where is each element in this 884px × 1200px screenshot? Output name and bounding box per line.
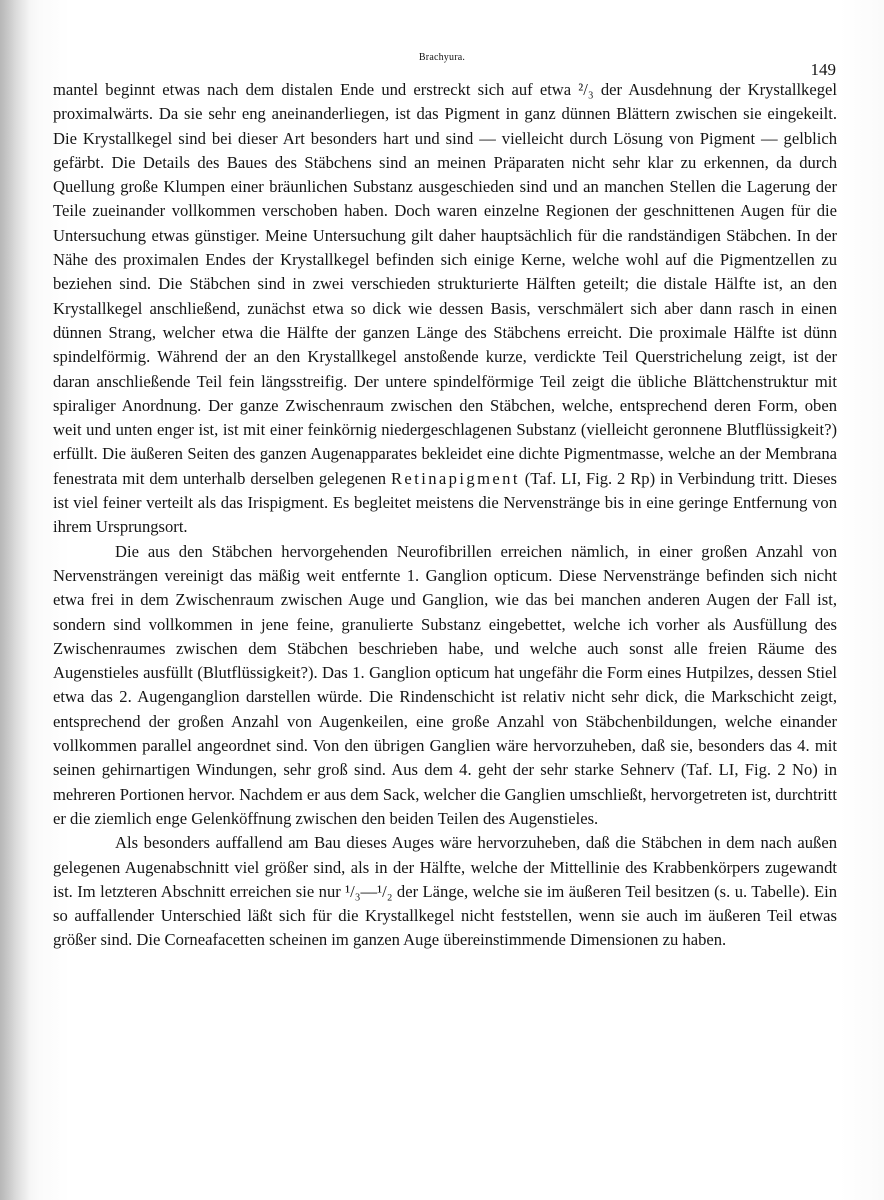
paragraph-3: Als besonders auffallend am Bau dieses Auges wäre hervorzuheben, daß die Stäbchen in dem nach außen gelegenen Augenabschnitt viel größer sind, als in der Hälfte, welche der Mittellinie des Krabbenkörpers zugewandt ist. Im letzteren Abschnitt erreichen sie nur ¹/₃—¹/₂ der Länge, welche sie im äußeren Teil besitzen (s. u. Tabelle). Ein so auffallender Unterschied läßt sich für die Krystallkegel nicht feststellen, wenn sie auch im äußeren Teil etwas größer sind. Die Corneafacetten scheinen im ganzen Auge übereinstimmende Dimensionen zu haben. bbox=[53, 833, 837, 950]
paragraph-1 bbox=[53, 78, 837, 540]
binding-gutter-shadow bbox=[0, 0, 30, 1200]
page-number: 149 bbox=[810, 60, 836, 79]
paragraph-1-part-b: (Taf. LI, Fig. 2 Rp) in Verbindung tritt. Dieses ist viel feiner verteilt als das Irispigment. Es begleitet meistens die Nervenstränge bis in eine geringe Entfernung von ihrem Ursprungsort. bbox=[53, 468, 837, 537]
paragraph-1-part-a: mantel beginnt etwas nach dem distalen Ende und erstreckt sich auf etwa ²/₃ der Ausdehnung der Krystallkegel proximalwärts. Da sie sehr eng aneinanderliegen, ist das Pigment in ganz dünnen Blättern zwischen sie eingekeilt. Die Krystallkegel sind bei dieser Art besonders hart und sind — vielleicht durch Lösung von Pigment — gelblich gefärbt. Die Details des Baues des Stäbchens sind an meinen Präparaten nicht sehr klar zu erkennen, da durch Quellung große Klumpen einer bräunlichen Substanz ausgeschieden sind und an manchen Stellen die Lagerung der Teile zueinander vollkommen verschoben haben. Doch waren einzelne Regionen der geschnittenen Augen für die Untersuchung etwas günstiger. Meine Untersuchung gilt daher hauptsächlich für die randständigen Stäbchen. In der Nähe des proximalen Endes der Krystallkegel befinden sich einige Kerne, welche wohl auf die Pigmentzellen zu beziehen sind. Die Stäbchen sind in zwei verschieden strukturierte Hälften geteilt; die distale Hälfte ist, an den Krystallkegel anschließend, zunächst etwa so dick wie dessen Basis, verschmälert sich aber dann rasch in einen dünnen Strang, welcher etwa die Hälfte der ganzen Länge des Stäbchens erreicht. Die proximale Hälfte ist dünn spindelförmig. Während der an den Krystallkegel anstoßende kurze, verdickte Teil Querstrichelung zeigt, ist der daran anschließende Teil fein längsstreifig. Der untere spindelförmige Teil zeigt die übliche Blättchenstruktur mit spiraliger Anordnung. Der ganze Zwischenraum zwischen den Stäbchen, welche, entsprechend deren Form, oben weit und unten enger ist, ist mit einer feinkörnig niedergeschlagenen Substanz (vielleicht geronnene Blutflüssigkeit?) erfüllt. Die äußeren Seiten des ganzen Augenapparates bekleidet eine dichte Pigmentmasse, welche an der Membrana fenestrata mit dem unterhalb derselben gelegenen bbox=[53, 80, 837, 488]
running-head: Brachyura. bbox=[418, 52, 466, 63]
body-text bbox=[53, 78, 837, 953]
paragraph-2: Die aus den Stäbchen hervorgehenden Neurofibrillen erreichen nämlich, in einer großen Anzahl von Nervensträngen vereinigt das mäßig weit entfernte 1. Ganglion opticum. Diese Nervenstränge befinden sich nicht etwa frei in dem Zwischenraum zwischen Auge und Ganglion, wie das bei manchen anderen Augen der Fall ist, sondern sind vollkommen in jene feine, granulierte Substanz eingebettet, welche ich vorher als Ausfüllung des Zwischenraumes zwischen dem Stäbchen beschrieben habe, und welche auch sonst alle freien Räume des Augenstieles ausfüllt (Blutflüssigkeit?). Das 1. Ganglion opticum hat ungefähr die Form eines Hutpilzes, dessen Stiel etwa das 2. Augenganglion darstellen würde. Die Rindenschicht ist relativ nicht sehr dick, die Markschicht zeigt, entsprechend der großen Anzahl von Augenkeilen, eine große Anzahl von Stäbchenbildungen, welche einander vollkommen parallel angeordnet sind. Von den übrigen Ganglien wäre hervorzuheben, daß sie, besonders das 4. mit seinen gehirnartigen Windungen, sehr groß sind. Aus dem 4. geht der sehr starke Sehnerv (Taf. LI, Fig. 2 No) in mehreren Portionen hervor. Nachdem er aus dem Sack, welcher die Ganglien umschließt, hervorgetreten ist, durchtritt er die ziemlich enge Gelenköffnung zwischen den beiden Teilen des Augenstieles. bbox=[53, 541, 837, 828]
term-retinapigment: Retinapigment bbox=[390, 468, 520, 488]
